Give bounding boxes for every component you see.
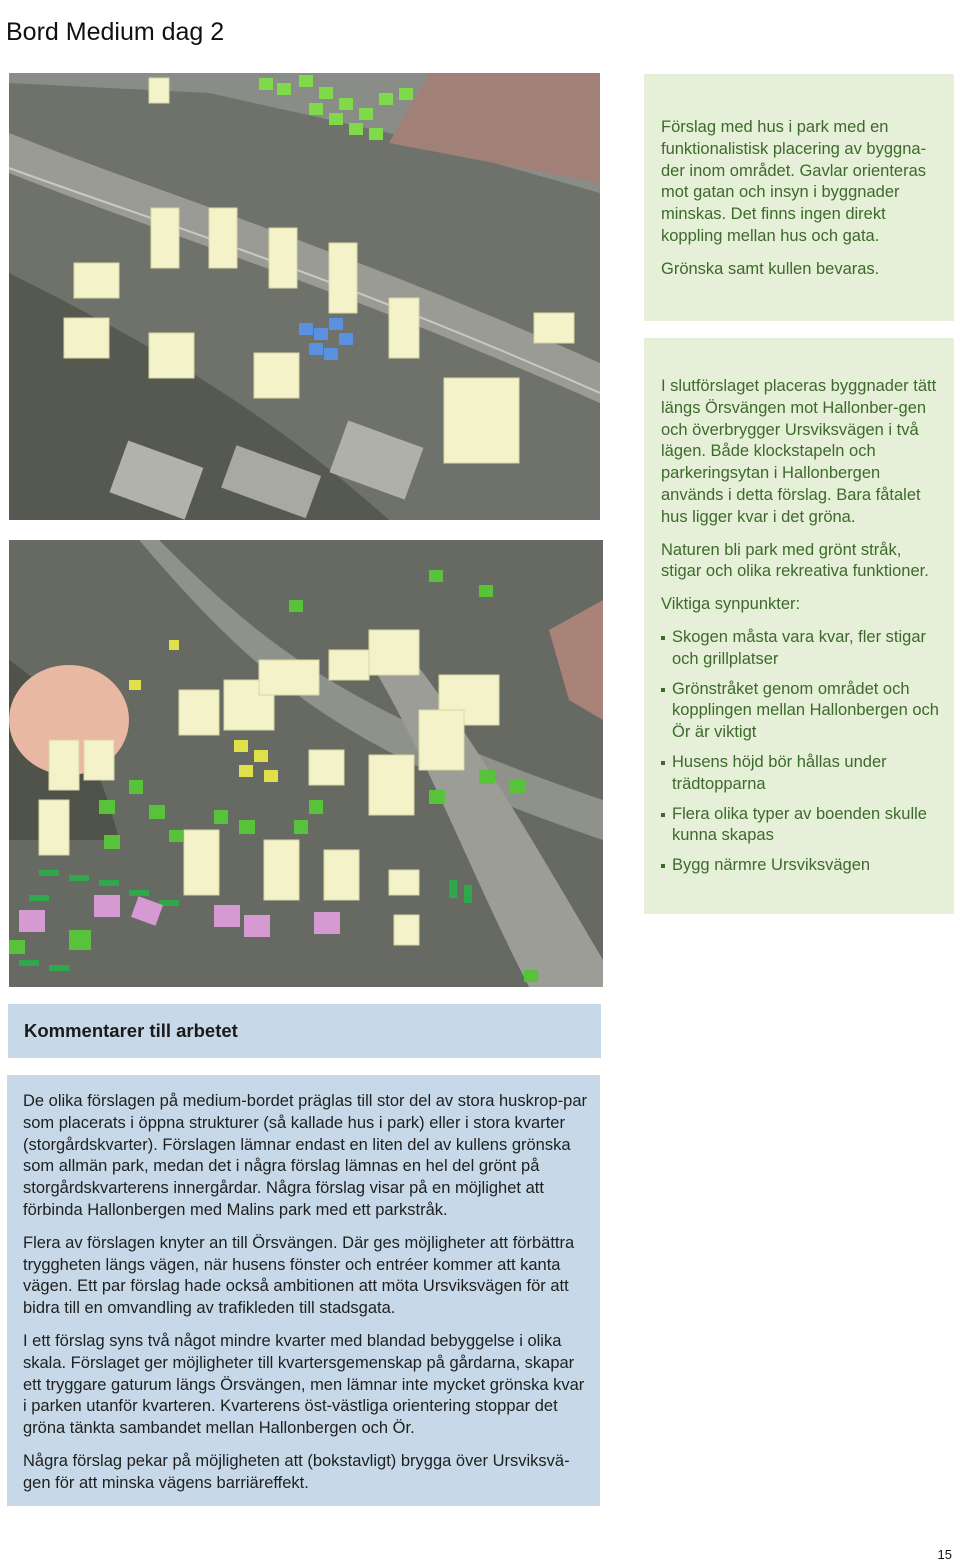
comments-paragraph: De olika förslagen på medium-bordet präglas till stor del av stora huskrop-par som placerats i öppna strukturer (så kallade hus i park) eller i stora kvarter (storgårdskvarter). Förslagen lämnar endast en liten del av kullens grönska som allmän park, medan det i några förslag lämnas en hel del grönt på storgårdskvarterens innergårdar. Några förslag visar på en möjlighet att förbinda Hallonbergen med Malins park med ett parkstråk.	[23, 1092, 588, 1219]
comments-paragraph: Några förslag pekar på möjligheten att (bokstavligt) brygga över Ursviksvä-gen för att minska vägens barriäreffekt.	[23, 1451, 570, 1492]
model-photo-1	[9, 73, 600, 520]
model-photo-2-image	[9, 540, 603, 987]
comments-heading: Kommentarer till arbetet	[24, 1020, 238, 1041]
comments-header	[8, 1004, 601, 1058]
page-title: Bord Medium dag 2	[6, 17, 225, 46]
page-number: 15	[937, 1547, 952, 1562]
box1-paragraph-2: Grönska samt kullen bevaras.	[661, 259, 880, 278]
box2-paragraph-2: Naturen bli park med grönt stråk, stigar och olika rekreativa funktioner.	[661, 540, 929, 581]
list-item: Flera olika typer av boenden skulle kunna skapas	[661, 804, 946, 848]
comments-paragraph: Flera av förslagen knyter an till Örsvängen. Där ges möjligheter att förbättra tryggheten längs vägen, när husens fönster och entréer kommer att kanta vägen. Ett par förslag hade också ambitionen att möta Ursviksvägen för att bidra till en omvandling av trafikleden till stadsgata.	[23, 1233, 575, 1318]
list-item: Bygg närmre Ursviksvägen	[661, 855, 946, 877]
model-photo-1-image	[9, 73, 600, 520]
description-box-2	[644, 338, 954, 914]
comments-paragraph: I ett förslag syns två något mindre kvarter med blandad bebyggelse i olika skala. Förslaget ger möjligheter till kvartersgemenskap på gårdarna, skapar ett tryggare gaturum längs Örsvängen, men lämnar inte mycket grönska kvar i parken utanför kvarteren. Kvarterens öst-västliga orientering stoppar det gröna tänkta sambandet mellan Hallonbergen och Ör.	[23, 1331, 585, 1438]
model-photo-2	[9, 540, 603, 987]
box1-paragraph-1: Förslag med hus i park med en funktionalistisk placering av byggna-der inom området. Gavlar orienteras mot gatan och insyn i byggnader minskas. Det finns ingen direkt koppling mellan hus och gata.	[661, 118, 927, 245]
list-item: Husens höjd bör hållas under trädtopparna	[661, 752, 946, 796]
box2-paragraph-1: I slutförslaget placeras byggnader tätt längs Örsvängen mot Hallonber-gen och överbrygger Ursviksvägen i två lägen. Både klockstapeln och parkeringsytan i Hallonbergen används i detta förslag. Bara fåtalet hus ligger kvar i det gröna.	[661, 377, 937, 526]
box2-points-heading: Viktiga synpunkter:	[661, 595, 801, 614]
list-item: Grönstråket genom området och kopplingen mellan Hallonbergen och Ör är viktigt	[661, 679, 946, 744]
viewpoints-list	[661, 627, 946, 877]
description-box-1	[644, 74, 954, 321]
list-item: Skogen måsta vara kvar, fler stigar och grillplatser	[661, 627, 946, 671]
comments-body	[7, 1075, 600, 1506]
